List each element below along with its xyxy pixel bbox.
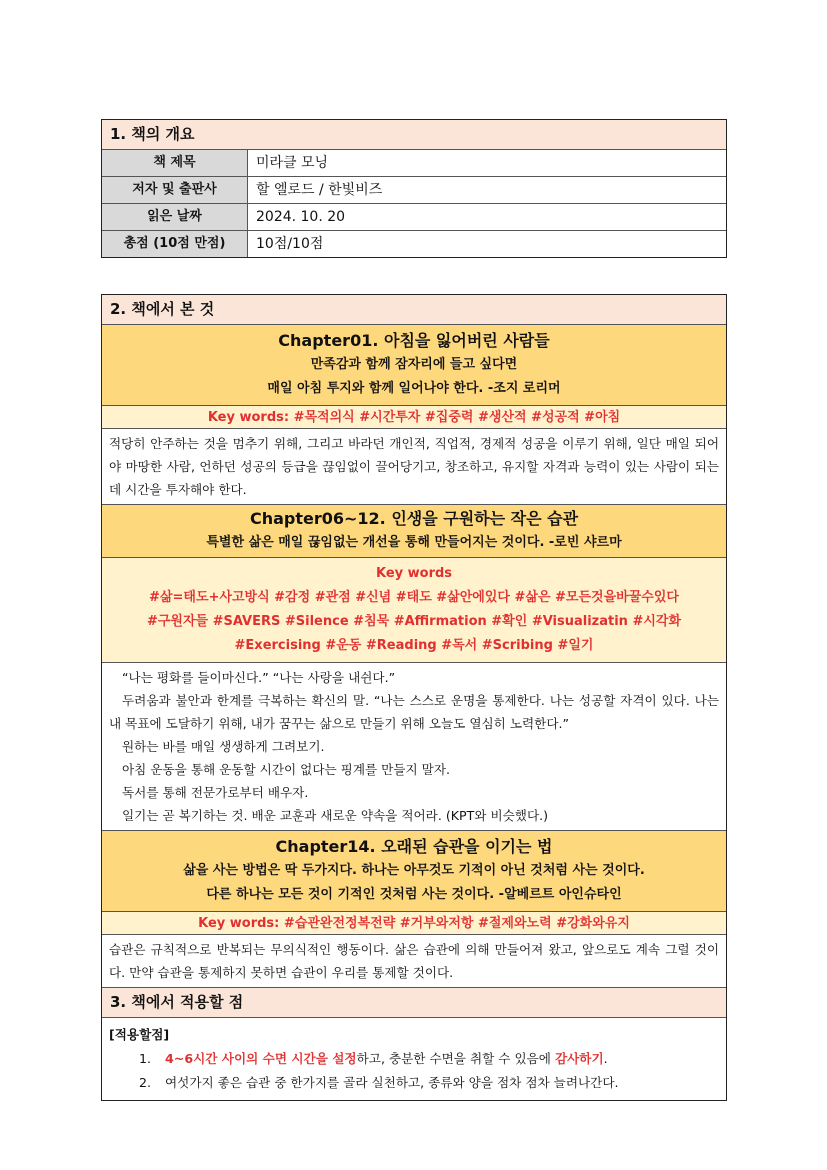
section2-title: 2. 책에서 본 것 [102, 295, 726, 325]
keywords-line: #구원자들 #SAVERS #Silence #침묵 #Affirmation #확인 #Visualizatin #시각화 [146, 614, 682, 629]
body-line: 두려움과 불안과 한계를 극복하는 확신의 말. “나는 스스로 운명을 통제한다. 나는 성공할 자격이 있다. 나는 내 목표에 도달하기 위해, 내가 꿈꾸는 삶으로 만들기 위해 오늘도 열심히 노력한다.” [109, 693, 719, 731]
row-value: 10점/10점 [256, 236, 324, 252]
table-row [102, 204, 726, 231]
apply-list [109, 1047, 719, 1095]
body-line: 일기는 곧 복기하는 것. 배운 교훈과 새로운 약속을 적어라. (KPT와 비슷했다.) [122, 808, 549, 823]
keywords: Key words: #목적의식 #시간투자 #집중력 #생산적 #성공적 #아침 [102, 406, 726, 429]
book-overview-table [101, 119, 727, 258]
keywords-line: #삶=태도+사고방식 #감정 #관점 #신념 #태도 #삶안에있다 #삶은 #모든것을바꿀수있다 [149, 590, 679, 605]
item-text: 하고, 충분한 수면을 취할 수 있음에 [356, 1051, 555, 1066]
row-value: 미라클 모닝 [256, 155, 329, 171]
chapter-title: Chapter06~12. 인생을 구원하는 작은 습관 [249, 509, 579, 528]
keywords-title: Key words [375, 566, 453, 581]
body-line: 원하는 바를 매일 생생하게 그려보기. [122, 739, 325, 754]
body-line: 독서를 통해 전문가로부터 배우자. [122, 785, 309, 800]
apply-block [102, 1018, 726, 1100]
chapter-quote: 만족감과 함께 잠자리에 들고 싶다면 [310, 357, 518, 372]
highlight-text: 4~6시간 사이의 수면 시간을 설정 [165, 1051, 357, 1066]
highlight-text: 감사하기 [554, 1051, 604, 1066]
row-label: 총점 (10점 만점) [102, 231, 248, 257]
chapter-quote: 다른 하나는 모든 것이 기적인 것처럼 사는 것이다. -알베르트 아인슈타인 [206, 887, 622, 902]
chapter-body: 적당히 안주하는 것을 멈추기 위해, 그리고 바라던 개인적, 직업적, 경제적 성공을 이루기 위해, 일단 매일 되어야 마땅한 사람, 언하던 성공의 등급을 끊임없이 끌어당기고, 창조하고, 유지할 자격과 능력이 있는 사람이 되는 데 시간을 투자해야 한다. [102, 429, 726, 505]
row-label: 읽은 날짜 [102, 204, 248, 230]
chapter-body [102, 663, 726, 831]
table-row [102, 177, 726, 204]
chapter-body: 습관은 규칙적으로 반복되는 무의식적인 행동이다. 삶은 습관에 의해 만들어져 왔고, 앞으로도 계속 그럴 것이다. 만약 습관을 통제하지 못하면 습관이 우리를 통제할 것이다. [102, 935, 726, 988]
table-row [102, 150, 726, 177]
chapter-quote: 특별한 삶은 매일 끊임없는 개선을 통해 만들어지는 것이다. -로빈 샤르마 [206, 535, 622, 550]
chapter-quote: 삶을 사는 방법은 딱 두가지다. 하나는 아무것도 기적이 아닌 것처럼 사는 것이다. [183, 863, 645, 878]
list-item: 2. 여섯가지 좋은 습관 중 한가지를 골라 실천하고, 종류와 양을 점차 점차 늘려나간다. [155, 1071, 719, 1095]
chapter-header [102, 505, 726, 558]
row-label: 저자 및 출판사 [102, 177, 248, 203]
item-text: . [603, 1051, 608, 1066]
chapter-title: Chapter14. 오래된 습관을 이기는 법 [275, 837, 553, 856]
keywords-block [102, 558, 726, 663]
chapter-header [102, 831, 726, 912]
keywords: Key words: #습관완전정복전략 #거부와저항 #절제와노력 #강화와유지 [102, 912, 726, 935]
body-line: “나는 평화를 들이마신다.” “나는 사랑을 내쉰다.” [122, 670, 396, 685]
section3-title: 3. 책에서 적용할 점 [102, 988, 726, 1018]
section1-title: 1. 책의 개요 [102, 120, 726, 150]
chapter-quote: 매일 아침 투지와 함께 일어나야 한다. -조지 로리머 [267, 381, 561, 396]
body-line: 아침 운동을 통해 운동할 시간이 없다는 핑계를 만들지 말자. [122, 762, 451, 777]
keywords-line: #Exercising #운동 #Reading #독서 #Scribing #일기 [234, 638, 594, 653]
book-content-table [101, 294, 727, 1101]
apply-tag: [적용할점] [109, 1027, 170, 1042]
list-item [155, 1047, 719, 1071]
row-value: 2024. 10. 20 [256, 209, 346, 225]
chapter-title: Chapter01. 아침을 잃어버린 사람들 [278, 331, 550, 350]
table-row [102, 231, 726, 257]
row-label: 책 제목 [102, 150, 248, 176]
chapter-header [102, 325, 726, 406]
row-value: 할 엘로드 / 한빛비즈 [256, 182, 383, 198]
